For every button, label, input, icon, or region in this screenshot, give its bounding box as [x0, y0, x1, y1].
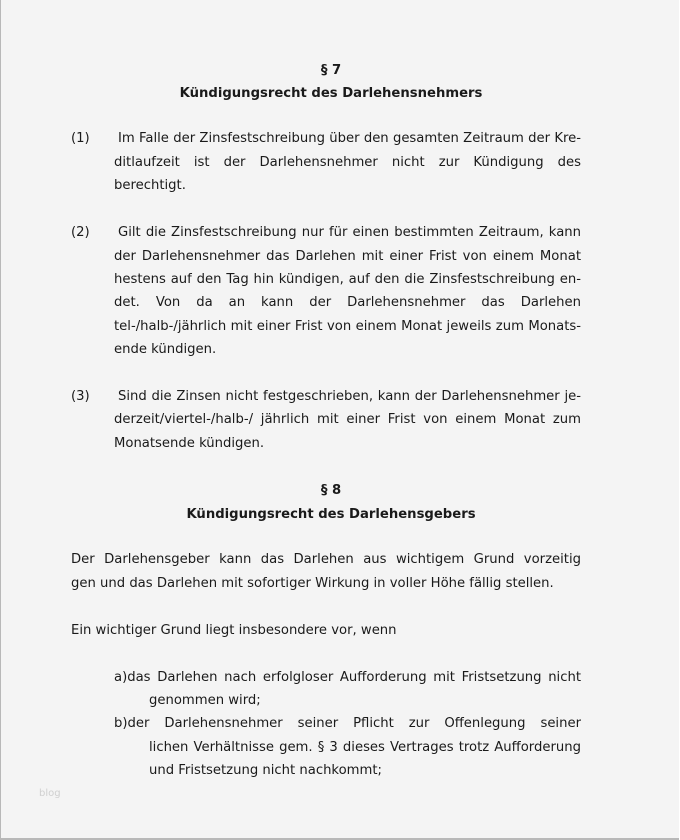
item-3-line: derzeit/viertel-/halb-/ jährlich mit einer Frist von einem Monat zum [114, 412, 581, 427]
item-2-line: Gilt die Zinsfestschreibung nur für einen bestimmten Zeitraum, kann [118, 225, 581, 240]
item-3-label: (3) [71, 389, 90, 404]
item-2-line: tel-/halb-/jährlich mit einer Frist von einem Monat jeweils zum Monats- [114, 319, 581, 334]
list-item-a-line: a)das Darlehen nach erfolgloser Aufforderung mit Fristsetzung nicht [114, 670, 581, 685]
list-item-b-line: und Fristsetzung nicht nachkommt; [149, 763, 382, 778]
item-2-line: hestens auf den Tag hin kündigen, auf den die Zinsfestschreibung en- [114, 272, 581, 287]
item-3-line: Sind die Zinsen nicht festgeschrieben, kann der Darlehensnehmer je- [118, 389, 581, 404]
section-8-title: Kündigungsrecht des Darlehensgebers [186, 507, 476, 522]
paragraph-line: Ein wichtiger Grund liegt insbesondere vor, wenn [71, 623, 397, 638]
paragraph-line: Der Darlehensgeber kann das Darlehen aus wichtigem Grund vorzeitig [71, 552, 581, 567]
item-2-label: (2) [71, 225, 90, 240]
item-2-line: ende kündigen. [114, 342, 217, 357]
item-1-line: ditlaufzeit ist der Darlehensnehmer nicht zur Kündigung des [114, 155, 581, 170]
list-item-a-line: genommen wird; [149, 693, 261, 708]
item-2-line: der Darlehensnehmer das Darlehen mit einer Frist von einem Monat [114, 249, 581, 264]
section-7-title: Kündigungsrecht des Darlehensnehmers [179, 86, 483, 101]
item-1-line: Im Falle der Zinsfestschreibung über den gesamten Zeitraum der Kre- [118, 131, 581, 146]
item-2-line: det. Von da an kann der Darlehensnehmer das Darlehen [114, 295, 581, 310]
item-1-line: berechtigt. [114, 178, 186, 193]
list-item-b-line: b)der Darlehensnehmer seiner Pflicht zur Offenlegung seiner [114, 716, 581, 731]
paragraph-line: gen und das Darlehen mit sofortiger Wirkung in voller Höhe fällig stellen. [71, 576, 554, 591]
section-7-number: § 7 [320, 63, 342, 78]
watermark: blog [39, 788, 61, 799]
item-1-label: (1) [71, 131, 90, 146]
section-8-number: § 8 [320, 483, 342, 498]
item-3-line: Monatsende kündigen. [114, 436, 265, 451]
list-item-b-line: lichen Verhältnisse gem. § 3 dieses Vertrages trotz Aufforderung [149, 740, 581, 755]
